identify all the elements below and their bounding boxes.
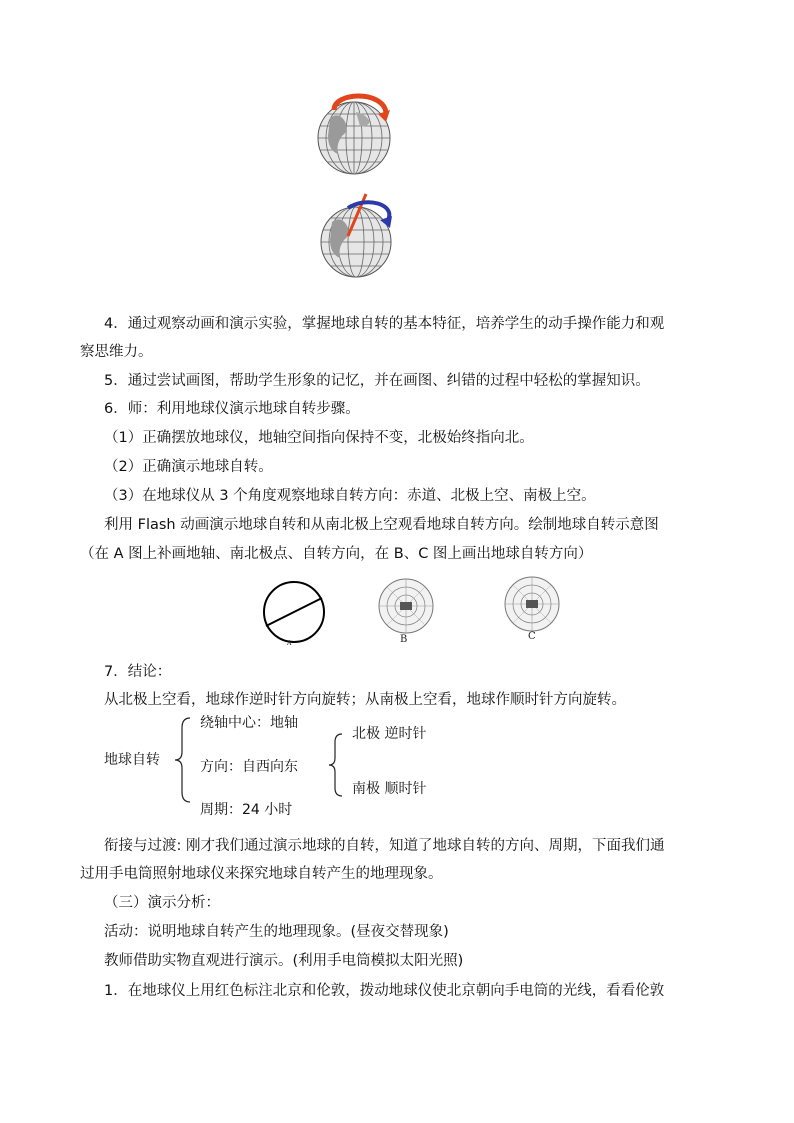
transition-b: 过用手电筒照射地球仪来探究地球自转产生的地理现象。 <box>80 866 443 882</box>
teacher-demo: 教师借助实物直观进行演示。(利用手电筒模拟太阳光照) <box>104 953 464 969</box>
diagram-axis: 绕轴中心：地轴 <box>200 715 298 731</box>
flash-paragraph-b: （在 A 图上补画地轴、南北极点、自转方向，在 B、C 图上画出地球自转方向） <box>80 546 593 562</box>
paragraph-7: 7．结论： <box>104 664 172 680</box>
diagram-south: 南极 顺时针 <box>352 781 427 797</box>
figure-c-label: C <box>528 631 536 642</box>
paragraph-4a: 4．通过观察动画和演示实验，掌握地球自转的基本特征，培养学生的动手操作能力和观 <box>104 316 665 332</box>
paragraph-4b: 察思维力。 <box>80 344 153 360</box>
step-1-beijing-london: 1．在地球仪上用红色标注北京和伦敦，拨动地球仪使北京朝向手电筒的光线，看看伦敦 <box>104 983 665 999</box>
conclusion: 从北极上空看，地球作逆时针方向旋转；从南极上空看，地球作顺时针方向旋转。 <box>104 692 626 708</box>
activity: 活动：说明地球自转产生的地理现象。(昼夜交替现象) <box>104 924 449 940</box>
step-3: （3）在地球仪从 3 个角度观察地球自转方向：赤道、北极上空、南极上空。 <box>104 488 596 504</box>
step-2: （2）正确演示地球自转。 <box>104 459 273 475</box>
left-brace <box>172 716 194 804</box>
right-brace <box>326 732 346 798</box>
diagram-direction: 方向：自西向东 <box>200 759 298 775</box>
transition-a: 衔接与过渡: 刚才我们通过演示地球的自转，知道了地球自转的方向、周期，下面我们通 <box>104 838 665 854</box>
figure-c-polar-view <box>500 576 564 632</box>
globe-axis-figure-bottom <box>316 190 400 280</box>
diagram-root: 地球自转 <box>104 752 160 768</box>
figure-a-circle <box>258 578 330 650</box>
figure-b-label: B <box>400 634 408 645</box>
paragraph-6: 6．师：利用地球仪演示地球自转步骤。 <box>104 401 360 417</box>
figure-b-polar-view <box>374 578 438 634</box>
flash-paragraph-a: 利用 Flash 动画演示地球自转和从南北极上空观看地球自转方向。绘制地球自转示意图 <box>104 517 659 533</box>
figure-a-label: A <box>287 640 292 647</box>
diagram-period: 周期：24 小时 <box>200 802 293 818</box>
section-3-heading: （三）演示分析： <box>104 895 220 911</box>
step-1: （1）正确摆放地球仪，地轴空间指向保持不变，北极始终指向北。 <box>104 430 534 446</box>
paragraph-5: 5．通过尝试画图，帮助学生形象的记忆，并在画图、纠错的过程中轻松的掌握知识。 <box>104 373 650 389</box>
globe-rotation-figure-top <box>316 88 396 184</box>
diagram-north: 北极 逆时针 <box>352 726 427 742</box>
